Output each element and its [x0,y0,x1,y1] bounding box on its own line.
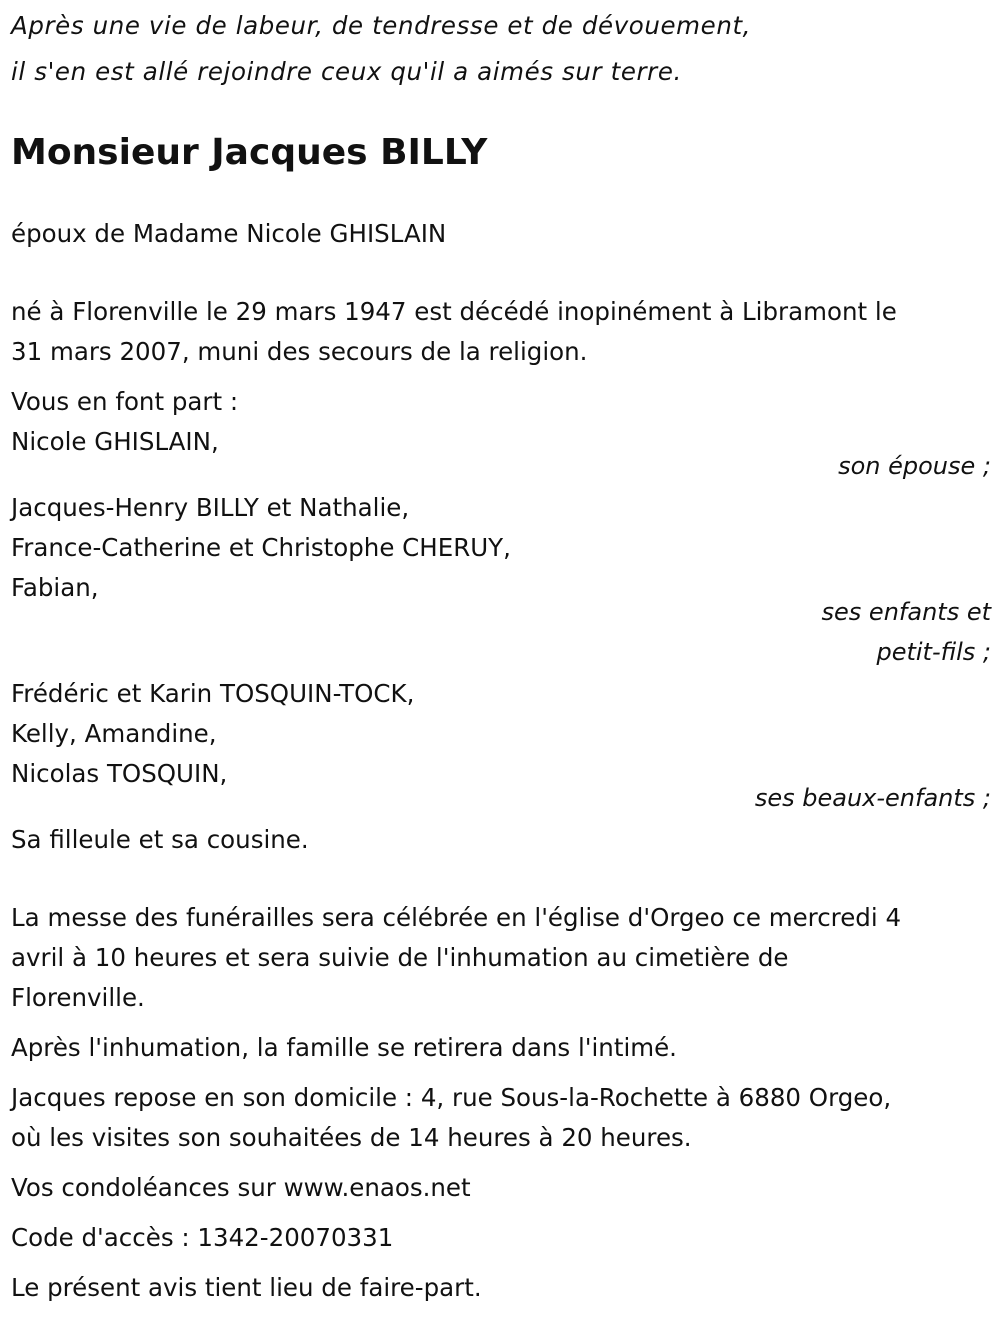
spouse-line: époux de Madame Nicole GHISLAIN [11,219,447,248]
stepchild-name: Nicolas TOSQUIN, [11,759,228,788]
relation-children: petit-fils ; [876,638,991,666]
announce-line: Vous en font part : [11,387,239,416]
relation-spouse: son épouse ; [838,452,991,480]
other-relatives: Sa filleule et sa cousine. [11,825,309,854]
child-name: Fabian, [11,573,99,602]
stepchild-name: Frédéric et Karin TOSQUIN-TOCK, [11,679,415,708]
child-name: Jacques-Henry BILLY et Nathalie, [11,493,410,522]
relation-stepchildren: ses beaux-enfants ; [754,784,991,812]
funeral-line-2: avril à 10 heures et sera suivie de l'inhumation au cimetière de [11,943,789,972]
after-burial-line: Après l'inhumation, la famille se retirera dans l'intimé. [11,1033,677,1062]
intro-line-2: il s'en est allé rejoindre ceux qu'il a aimés sur terre. [11,57,682,86]
obituary-notice [11,0,991,1308]
birth-death-line-1: né à Florenville le 29 mars 1947 est décédé inopinément à Libramont le [11,297,897,326]
child-name: France-Catherine et Christophe CHERUY, [11,533,511,562]
funeral-line-1: La messe des funérailles sera célébrée en l'église d'Orgeo ce mercredi 4 [11,903,902,932]
rest-line-1: Jacques repose en son domicile : 4, rue Sous-la-Rochette à 6880 Orgeo, [11,1083,892,1112]
birth-death-line-2: 31 mars 2007, muni des secours de la religion. [11,337,588,366]
rest-line-2: où les visites son souhaitées de 14 heures à 20 heures. [11,1123,692,1152]
deceased-name: Monsieur Jacques BILLY [11,132,488,173]
spouse-name: Nicole GHISLAIN, [11,427,219,456]
access-code-line: Code d'accès : 1342-20070331 [11,1223,394,1252]
relation-children: ses enfants et [821,598,991,626]
intro-line-1: Après une vie de labeur, de tendresse et de dévouement, [11,11,752,40]
closing-line: Le présent avis tient lieu de faire-part. [11,1273,482,1302]
funeral-line-3: Florenville. [11,983,145,1012]
condolences-line: Vos condoléances sur www.enaos.net [11,1173,471,1202]
stepchild-name: Kelly, Amandine, [11,719,217,748]
